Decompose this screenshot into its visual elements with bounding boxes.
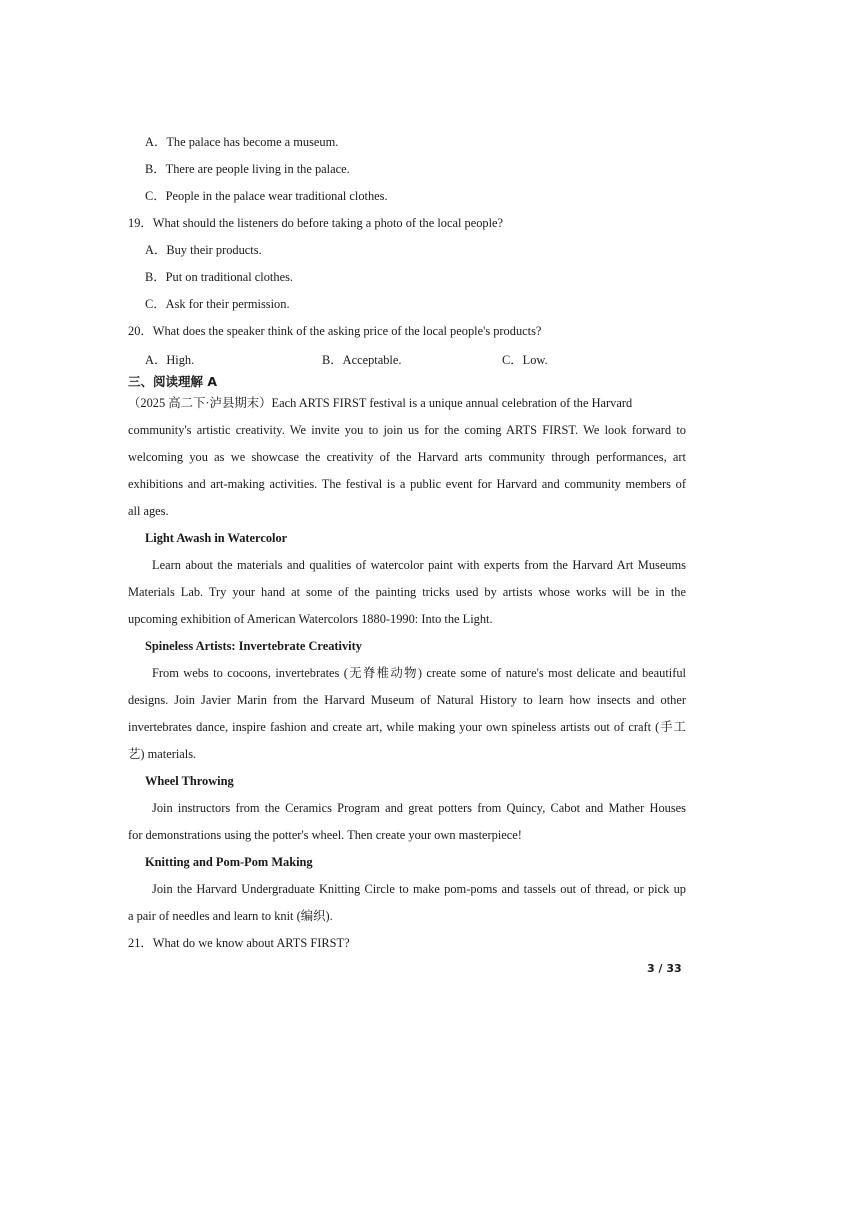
- intro-line: exhibitions and art-making activities. The festival is a public event for Harvard and community members of: [128, 477, 686, 491]
- page-number: 3 / 33: [647, 962, 682, 975]
- intro-line: all ages.: [128, 504, 169, 518]
- activity-heading-knitting: Knitting and Pom-Pom Making: [145, 855, 313, 869]
- q20-question: 20．What does the speaker think of the asking price of the local people's products?: [128, 324, 542, 338]
- activity-heading-watercolor: Light Awash in Watercolor: [145, 531, 288, 545]
- activity-text-line: a pair of needles and learn to knit (编织).: [128, 909, 333, 923]
- q20-option-c: C．Low.: [502, 353, 548, 367]
- q21-question: 21．What do we know about ARTS FIRST?: [128, 936, 350, 950]
- activity-text-line: for demonstrations using the potter's wheel. Then create your own masterpiece!: [128, 828, 522, 842]
- activity-text-line: From webs to cocoons, invertebrates (无脊椎动物) create some of nature's most delicate and beautiful: [152, 666, 686, 680]
- activity-heading-spineless: Spineless Artists: Invertebrate Creativity: [145, 639, 362, 653]
- activity-text-line: Join instructors from the Ceramics Program and great potters from Quincy, Cabot and Mather Houses: [152, 801, 686, 815]
- q20-option-b: B．Acceptable.: [322, 353, 402, 367]
- q19-option-a: A．Buy their products.: [145, 243, 262, 257]
- q18-option-a: A．The palace has become a museum.: [145, 135, 339, 149]
- activity-text-line: Materials Lab. Try your hand at some of the painting tricks used by artists whose works will be in the: [128, 585, 686, 599]
- q20-option-a: A．High.: [145, 353, 195, 367]
- q19-option-b: B．Put on traditional clothes.: [145, 270, 293, 284]
- q18-option-b: B．There are people living in the palace.: [145, 162, 350, 176]
- q19-option-c: C．Ask for their permission.: [145, 297, 290, 311]
- intro-line: （2025 高二下·泸县期末）Each ARTS FIRST festival is a unique annual celebration of the Harvard: [128, 396, 633, 410]
- activity-text-line: invertebrates dance, inspire fashion and create art, while making your own spineless artists out of craft (手工: [128, 720, 686, 734]
- q18-option-c: C．People in the palace wear traditional clothes.: [145, 189, 388, 203]
- activity-text-line: upcoming exhibition of American Watercolors 1880-1990: Into the Light.: [128, 612, 493, 626]
- activity-text-line: 艺) materials.: [128, 747, 197, 761]
- intro-line: community's artistic creativity. We invite you to join us for the coming ARTS FIRST. We look forward to: [128, 423, 686, 437]
- q20-options-row: [145, 350, 705, 366]
- q19-question: 19．What should the listeners do before taking a photo of the local people?: [128, 216, 504, 230]
- activity-heading-wheel: Wheel Throwing: [145, 774, 234, 788]
- intro-line: welcoming you as we showcase the creativity of the Harvard arts community through performances, art: [128, 450, 686, 464]
- activity-text-line: Join the Harvard Undergraduate Knitting Circle to make pom-poms and tassels out of thread, or pick up: [152, 882, 686, 896]
- activity-text-line: designs. Join Javier Marin from the Harvard Museum of Natural History to learn how insects and other: [128, 693, 686, 707]
- activity-text-line: Learn about the materials and qualities of watercolor paint with experts from the Harvard Art Museums: [152, 558, 686, 572]
- section-title: 三、阅读理解 A: [128, 374, 218, 389]
